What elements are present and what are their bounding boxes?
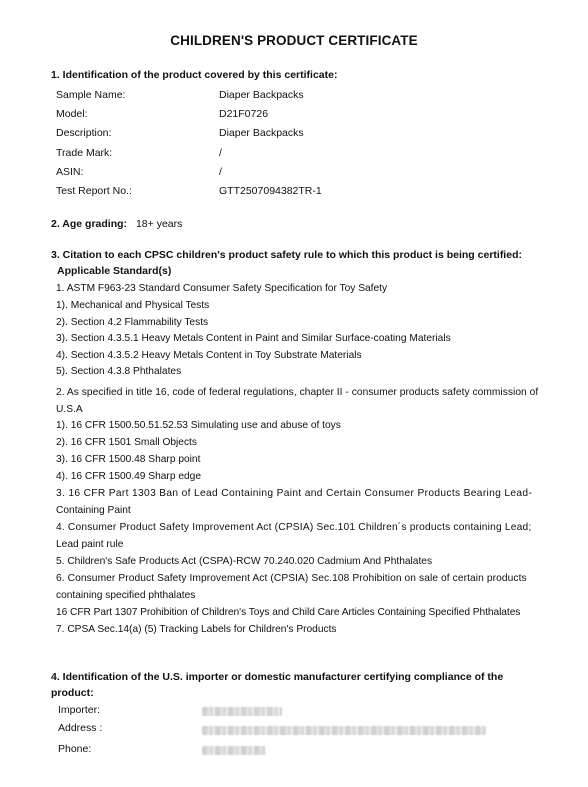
age-grading-label: 2. Age grading:	[51, 218, 128, 230]
age-grading-value: 18+ years	[135, 218, 183, 230]
sample-name-value: Diaper Backpacks	[219, 89, 304, 101]
section4-heading: 4. Identification of the U.S. importer or domestic manufacturer certifying compliance of the	[51, 671, 504, 683]
document-title: CHILDREN'S PRODUCT CERTIFICATE	[170, 33, 418, 48]
section3-heading: 3. Citation to each CPSC children's product safety rule to which this product is being certified:	[51, 249, 522, 261]
standard-line: Containing Paint	[56, 505, 131, 516]
standard-line: 1). Mechanical and Physical Tests	[56, 300, 210, 311]
description-value: Diaper Backpacks	[219, 127, 304, 139]
standard-line: 5. Children's Safe Products Act (CSPA)-RCW 70.240.020 Cadmium And Phthalates	[56, 556, 433, 567]
standard-line: 2. As specified in title 16, code of federal regulations, chapter II - consumer products safety commission of	[56, 387, 539, 398]
address-value-redacted	[202, 726, 486, 735]
trade-mark-value: /	[219, 147, 222, 159]
description-label: Description:	[56, 127, 112, 139]
importer-label: Importer:	[58, 704, 101, 716]
trade-mark-label: Trade Mark:	[56, 147, 113, 159]
address-label: Address :	[58, 722, 103, 734]
section2-heading	[51, 218, 182, 230]
section4-heading-continued: product:	[51, 687, 94, 699]
standard-line: U.S.A	[56, 404, 83, 415]
sample-name-label: Sample Name:	[56, 89, 126, 101]
standard-line: 4. Consumer Product Safety Improvement Act (CPSIA) Sec.101 Children´s products containing Lead;	[56, 522, 532, 533]
model-value: D21F0726	[219, 108, 269, 120]
standard-line: 1. ASTM F963-23 Standard Consumer Safety Specification for Toy Safety	[56, 283, 388, 294]
applicable-standards-heading: Applicable Standard(s)	[57, 265, 172, 277]
asin-label: ASIN:	[56, 166, 84, 178]
section1-heading: 1. Identification of the product covered by this certificate:	[51, 69, 338, 81]
standard-line: 16 CFR Part 1307 Prohibition of Children's Toys and Child Care Articles Containing Specified Phthalates	[56, 607, 521, 618]
phone-value-redacted	[202, 746, 266, 755]
asin-value: /	[219, 166, 222, 178]
standard-line: 6. Consumer Product Safety Improvement Act (CPSIA) Sec.108 Prohibition on sale of certain products	[56, 573, 527, 584]
standard-line: 3. 16 CFR Part 1303 Ban of Lead Containing Paint and Certain Consumer Products Bearing Lead-	[56, 488, 533, 499]
standard-line: 3). 16 CFR 1500.48 Sharp point	[56, 454, 201, 465]
standard-line: 1). 16 CFR 1500.50.51.52.53 Simulating use and abuse of toys	[56, 420, 341, 431]
phone-label: Phone:	[58, 743, 92, 755]
standard-line: 4). 16 CFR 1500.49 Sharp edge	[56, 471, 201, 482]
standard-line: 2). Section 4.2 Flammability Tests	[56, 317, 209, 328]
importer-value-redacted	[202, 707, 282, 716]
standard-line: 5). Section 4.3.8 Phthalates	[56, 366, 182, 377]
standard-line: Lead paint rule	[56, 539, 124, 550]
standard-line: 3). Section 4.3.5.1 Heavy Metals Content in Paint and Similar Surface-coating Materials	[56, 333, 451, 344]
standard-line: 7. CPSA Sec.14(a) (5) Tracking Labels for Children's Products	[56, 624, 337, 635]
test-report-label: Test Report No.:	[56, 185, 132, 197]
model-label: Model:	[56, 108, 88, 120]
standard-line: 2). 16 CFR 1501 Small Objects	[56, 437, 197, 448]
standard-line: containing specified phthalates	[56, 590, 196, 601]
test-report-value: GTT2507094382TR-1	[219, 185, 322, 197]
standard-line: 4). Section 4.3.5.2 Heavy Metals Content in Toy Substrate Materials	[56, 350, 362, 361]
